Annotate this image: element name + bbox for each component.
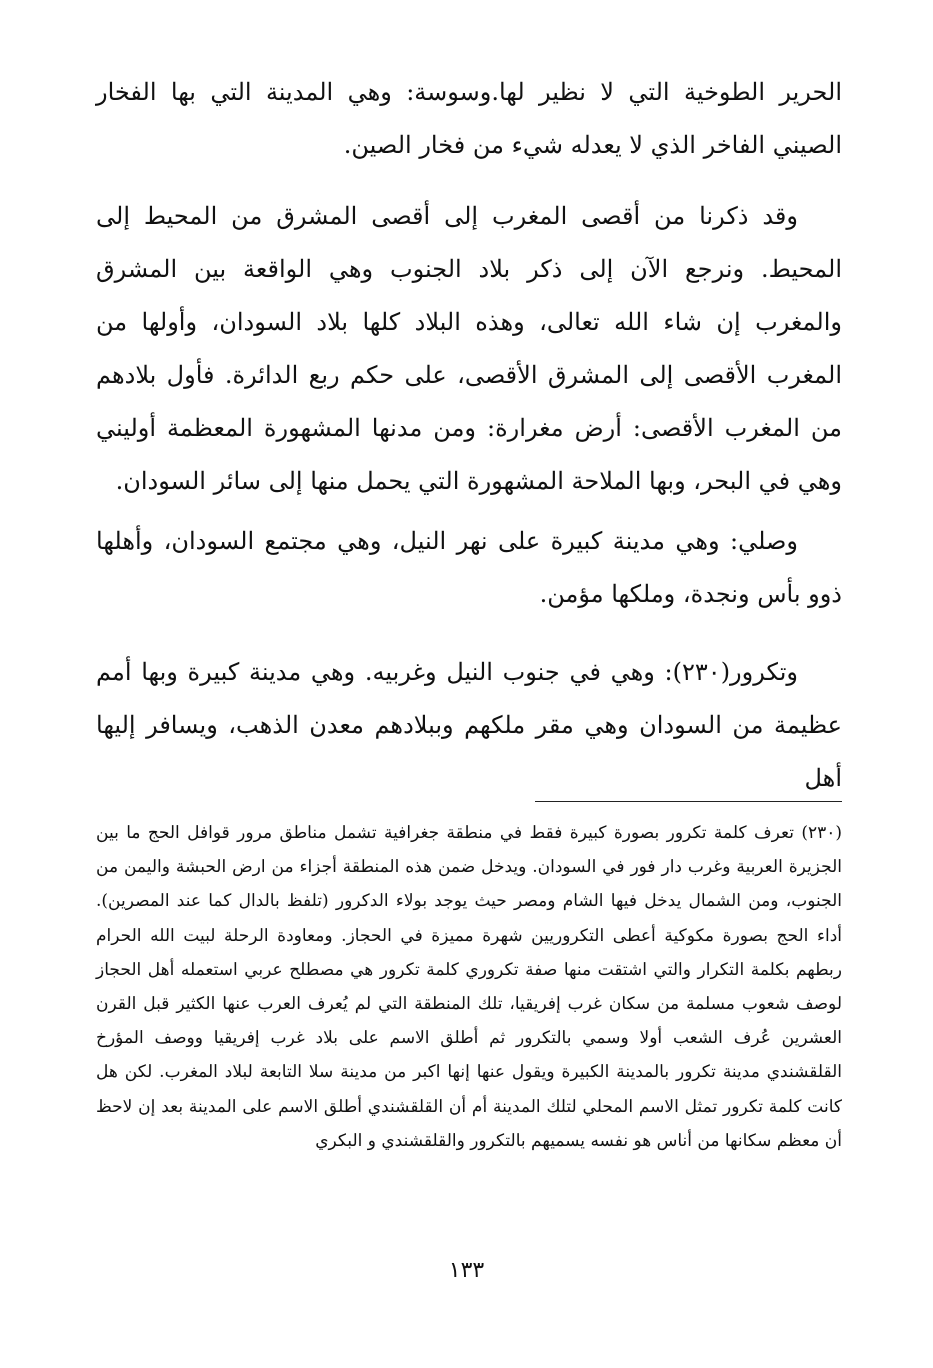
paragraph-4 bbox=[96, 646, 842, 805]
paragraph-4-text: وتكرور(٢٣٠): وهي في جنوب النيل وغربيه. وهي مدينة كبيرة وبها أمم عظيمة من السودان وهي مقر ملكهم وببلادهم معدن الذهب، ويسافر إليها أهل bbox=[96, 658, 842, 792]
paragraph-1-text: الحرير الطوخية التي لا نظير لها.وسوسة: وهي المدينة التي بها الفخار الصيني الفاخر الذي لا يعدله شيء من فخار الصين. bbox=[96, 78, 842, 159]
page-number: ١٣٣ bbox=[448, 1258, 485, 1283]
footnote-230: (٢٣٠) تعرف كلمة تكرور بصورة كبيرة فقط في منطقة جغرافية تشمل مناطق مرور قوافل الحج ما بين الجزيرة العربية وغرب دار فور في السودان. ويدخل ضمن هذه المنطقة أجزاء من ارض الحبشة واليمن من الجنوب، ومن الشمال يدخل فيها الشام ومصر حيث يوجد بولاء الدكرور (تلفظ بالدال كما عند المصرين). أداء الحج بصورة مكوكية أعطى التكروريين شهرة مميزة في الحجاز. ومعاودة الرحلة لبيت الله الحرام ربطهم بكلمة التكرار والتي اشتقت منها صفة تكروري كلمة تكرور هي مصطلح عربي استعمله أهل الحجاز لوصف شعوب مسلمة من سكان غرب إفريقيا، تلك المنطقة التي لم يُعرف العرب عنها الكثير قبل القرن العشرين عُرف الشعب أولا وسمي بالتكرور ثم أطلق الاسم على بلاد غرب إفريقيا ووصف المؤرخ القلقشندي مدينة تكرور بالمدينة الكبيرة ويقول عنها إنها اكبر من مدينة سلا التابعة لبلاد المغرب. لكن هل كانت كلمة تكرور تمثل الاسم المحلي لتلك المدينة أم أن القلقشندي أطلق الاسم على المدينة بعد إن لاحظ أن معظم سكانها من أناس هو نفسه يسميهم بالتكرور والقلقشندي و البكري bbox=[96, 823, 842, 1151]
paragraph-2-text: وقد ذكرنا من أقصى المغرب إلى أقصى المشرق من المحيط إلى المحيط. ونرجع الآن إلى ذكر بلاد الجنوب وهي الواقعة بين المشرق والمغرب إن شاء الله تعالى، وهذه البلاد كلها بلاد السودان، وأولها من المغرب الأقصى إلى المشرق الأقصى، على حكم ربع الدائرة. فأول بلادهم من المغرب الأقصى: أرض مغرارة: ومن مدنها المشهورة المعظمة أوليني وهي في البحر، وبها الملاحة المشهورة التي يحمل منها إلى سائر السودان. bbox=[96, 202, 842, 495]
paragraph-3-text: وصلي: وهي مدينة كبيرة على نهر النيل، وهي مجتمع السودان، وأهلها ذوو بأس ونجدة، وملكها مؤمن. bbox=[96, 527, 842, 608]
footnote-divider bbox=[535, 801, 842, 802]
paragraph-3 bbox=[96, 515, 842, 621]
paragraph-1 bbox=[96, 66, 842, 172]
paragraph-2 bbox=[96, 190, 842, 508]
footnote-block bbox=[96, 816, 842, 1158]
